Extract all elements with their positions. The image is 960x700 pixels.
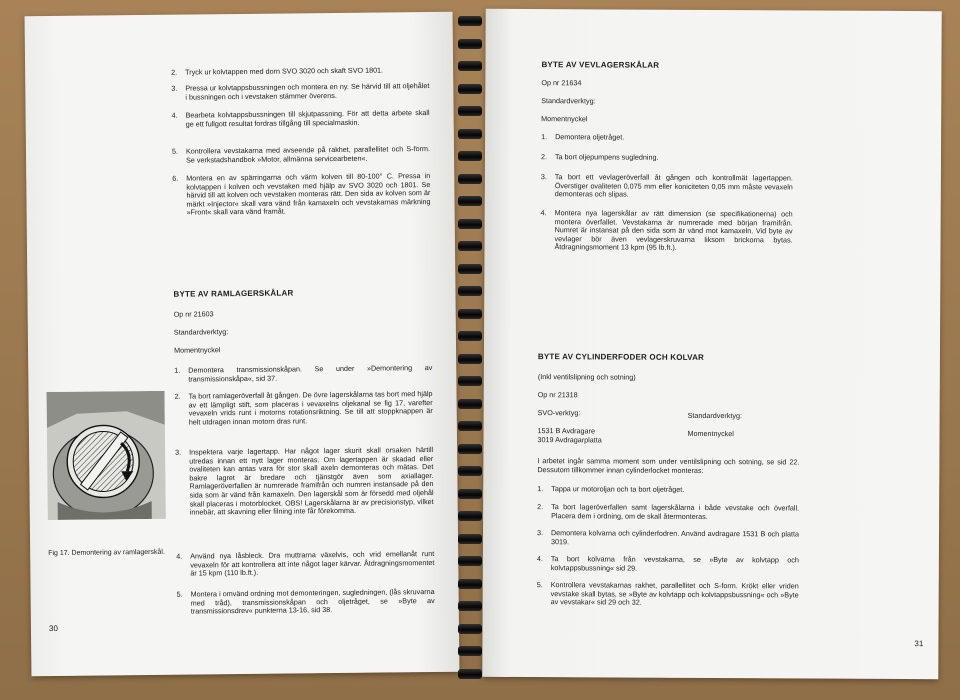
page-number: 30 <box>48 623 58 634</box>
section-heading: BYTE AV VEVLAGERSKÅLAR <box>541 60 660 70</box>
item-number: 4. <box>176 551 183 561</box>
item-text: Tappa ur motoroljan och ta bort oljetråget. <box>551 484 685 494</box>
item-number: 4. <box>540 208 547 218</box>
svo-tool-1: 1531 B Avdragare <box>537 426 595 436</box>
left-page <box>25 12 460 676</box>
tool-label: Standardverktyg: <box>541 96 596 106</box>
crankshaft-drawing-icon <box>46 391 165 520</box>
item-text: Använd nya låsbleck. Dra muttrarna växelvis, och vrid emellanåt runt vevaxeln för att kontrollera att inte något lager kärvar. Åtdragningsmomentet är 15 kpm (110 lb.ft.). <box>190 548 435 578</box>
item-number: 1. <box>541 132 548 142</box>
item-number: 5. <box>536 580 543 590</box>
list-item <box>175 390 434 449</box>
binding-coil <box>458 399 482 409</box>
right-steps-2 <box>537 485 800 608</box>
left-steps <box>174 364 435 616</box>
page-number: 31 <box>914 639 924 649</box>
item-number: 3. <box>171 83 178 93</box>
std-tool-label: Standardverktyg: <box>687 410 742 421</box>
item-text: Bearbeta kolvtappsbussningen till skjutpassning. För att detta arbete skall ge ett fullgott resultat fordras tillgång till specialmaskin. <box>185 108 430 129</box>
item-number: 1. <box>537 484 544 494</box>
list-item <box>541 153 793 174</box>
item-text: Ta bort ett vevlageröverfall åt gången och kontrollmät lagertappen. Överstiger ovaliteten 0,075 mm eller koniciteten 0,05 mm måste vevaxeln demonteras och slipas. <box>554 172 793 199</box>
item-number: 2. <box>174 391 181 401</box>
list-item <box>540 209 792 253</box>
item-number: 4. <box>171 110 178 120</box>
item-number: 2. <box>537 502 544 512</box>
list-item <box>172 172 430 218</box>
tool-name: Momentnyckel <box>541 114 588 124</box>
section-heading: BYTE AV RAMLAGERSKÅLAR <box>173 288 294 299</box>
list-item <box>171 82 429 112</box>
binding-coil <box>458 219 482 229</box>
section-intro: I arbetet ingår samma moment som under ventilslipning och sotning, se sid 22. Dessutom tillkommer innan cylinderlocket monteras: <box>537 456 800 475</box>
item-number: 5. <box>171 146 179 156</box>
binding-coil <box>458 129 482 139</box>
std-tool-name: Momentnyckel <box>687 428 734 439</box>
list-item <box>172 145 430 175</box>
right-steps-1 <box>540 133 793 253</box>
item-text: Inspektera varje lagertapp. Har något lager skurit skall orsaken härtill utredas innan ett nytt lager monteras. Om lagertappen är skadad eller ovaliteten kan antas vara för stor skall axeln demonteras och mätas. Det bakre lagret är bredare och tjänstgör även som axiallager. Ramlageröverfallen är numrerade framifrån och numren instansade på den sida som är vänd från kamaxeln. Den lagerskål som är försedd med oljehål skall placeras i motorblocket. OBS! Lagerskålarna är av precisionstyp, vilket innebär, att skavning eller filning inte får förekomma. <box>189 445 434 517</box>
item-text: Kontrollera vevstakarna med avseende på rakhet, parallellitet och S-form. Se verkstadshandbok »Motor, allmänna servicearbeten«. <box>185 144 431 165</box>
binding-coil <box>458 286 482 296</box>
binding-coil <box>458 241 482 251</box>
binding-coil <box>458 16 482 26</box>
binding-coil <box>458 466 482 476</box>
tool-label: Standardverktyg: <box>173 327 229 337</box>
list-item <box>176 550 434 591</box>
list-item <box>537 555 799 582</box>
list-item <box>537 503 799 530</box>
binding-coil <box>458 421 482 431</box>
item-number: 1. <box>174 365 181 375</box>
figure-17-illustration <box>46 391 165 520</box>
binding-coil <box>458 556 482 566</box>
op-number: Op nr 21318 <box>537 390 578 400</box>
binding-coil <box>458 669 482 679</box>
list-item <box>541 133 793 154</box>
item-number: 3. <box>175 447 182 457</box>
binding-coil <box>458 264 482 274</box>
list-item <box>537 529 799 556</box>
binding-coil <box>458 354 482 364</box>
binding-coil <box>458 196 482 206</box>
list-item <box>541 173 793 210</box>
binding-coil <box>458 624 482 634</box>
item-text: Ta bort ramlageröverfall åt gången. De övre lagerskålarna tas bort med hjälp av ett lämpligt stift, som placeras i vevaxelns oljekanal se fig 17, varefter vevaxeln vrids runt i motorns rotationsriktning. Se till att stoppknappen är helt utdragen innan motorn dras runt. <box>188 389 433 427</box>
svo-tool-2: 3019 Avdragarplatta <box>537 435 602 445</box>
binding-coil <box>458 174 482 184</box>
list-item <box>177 588 435 616</box>
list-item <box>175 446 434 553</box>
item-number: 5. <box>176 589 183 599</box>
binding-coil <box>458 331 482 341</box>
item-text: Ta bort kolvarna från vevstakarna, se »Byte av kolvtapp och kolvtappsbussning« sid 29. <box>550 554 799 573</box>
tool-name: Momentnyckel <box>174 345 221 355</box>
figure-caption: Fig 17. Demontering av ramlagerskål. <box>48 548 165 558</box>
item-text: Ta bort lageröverfallen samt lagerskålarna i både vevstake och överfall. Placera dem i ordning, om de skall återmonteras. <box>551 502 800 521</box>
list-item <box>174 364 432 393</box>
binding-coil <box>458 151 482 161</box>
binding-coil <box>458 579 482 589</box>
list-item <box>537 581 799 608</box>
binding-coil <box>458 84 482 94</box>
binding-coil <box>458 106 482 116</box>
op-number: Op nr 21634 <box>541 78 582 88</box>
section-heading: BYTE AV CYLINDERFODER OCH KOLVAR <box>537 352 705 362</box>
item-text: Pressa ur kolvtappsbussningen och montera en ny. Se härvid till att oljehålet i bussningen och i vevstaken stämmer överens. <box>185 81 430 102</box>
binding-coil <box>458 534 482 544</box>
binding-coil <box>458 646 482 656</box>
binding-coil <box>458 601 482 611</box>
item-text: Demontera oljetråget. <box>555 132 625 142</box>
item-number: 3. <box>540 172 547 182</box>
item-number: 4. <box>536 554 543 564</box>
item-text: Tryck ur kolvtappen med dorn SVO 3020 och skaft SVO 1801. <box>185 65 384 77</box>
item-number: 6. <box>172 173 179 183</box>
item-number: 3. <box>536 528 544 538</box>
item-text: Demontera transmissionskåpan. Se under »Demontering av transmissionskåpa«, sid 37. <box>188 363 433 384</box>
list-item <box>172 109 430 148</box>
item-text: Demontera kolvarna och cylinderfodren. Använd avdragare 1531 B och platta 3019. <box>550 528 800 546</box>
svo-tool-label: SVO-verktyg: <box>537 408 581 418</box>
item-text: Montera nya lagerskålar av rätt dimension (se specifikationerna) och montera överfallet. Vevstakarna är numrerade med början framifrån. Numret är instansat på den sida som är vänd mot kamaxeln. Vid byte av vevlager bör även vevlagerskruvarna liksom brickorna bytas. Åtdragningsmoment 13 kpm (95 lb.ft.). <box>554 208 793 253</box>
op-number: Op nr 21603 <box>173 309 214 319</box>
binding-coil <box>458 511 482 521</box>
binding-coil <box>458 309 482 319</box>
item-text: Montera en av spärringarna och värm kolven till 80-100° C. Pressa in kolvtappen i kolven och vevstaken med hjälp av SVO 3020 och 1801. Se härvid till att kolven och vevstaken monteras rätt. Den sida av kolven som är märkt »Injector« skall vara vänd från kamaxeln och vevstakarnas märkning »Front« skall vara vänd framåt. <box>186 171 431 217</box>
binding-coil <box>458 376 482 386</box>
binding-coil <box>458 489 482 499</box>
item-number: 2. <box>540 152 548 162</box>
left-top-steps <box>171 66 431 218</box>
item-number: 2. <box>171 67 178 77</box>
binding-coil <box>458 61 482 71</box>
item-text: Kontrollera vevstakarnas rakhet, parallellitet och S-form. Krökt eller vriden vevstake skall bytas, se »Byte av kolvtapp och kolvtappsbussning« och »Byte av vevstakar« sid 29 och 32. <box>550 580 799 607</box>
binding-coil <box>458 39 482 49</box>
section-subheading: (Inkl ventilslipning och sotning) <box>537 372 636 382</box>
binding-coil <box>458 444 482 454</box>
item-text: Montera i omvänd ordning mot demonteringen, sugledningen, (lås skruvarna med tråd), transmissionskåpan och oljetråget, se »Byte av transmissionsdrev« punkterna 13-16, sid 38. <box>190 586 435 616</box>
item-text: Ta bort oljepumpens sugledning. <box>554 152 659 162</box>
right-page <box>482 9 941 679</box>
